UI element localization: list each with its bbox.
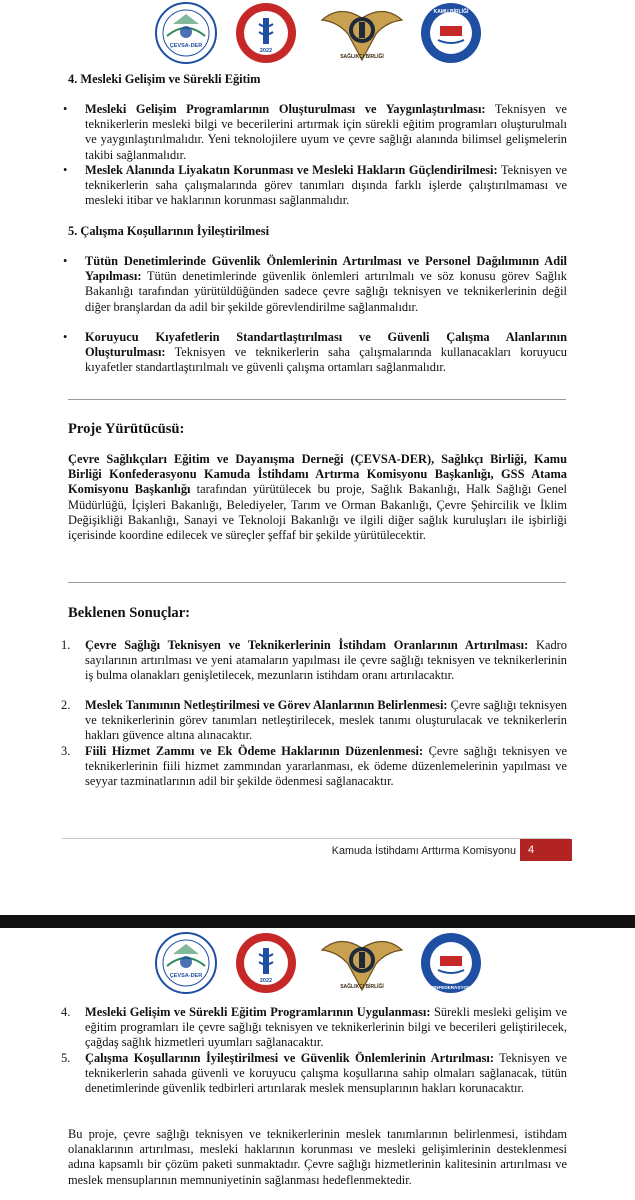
cevsa-der-logo (155, 932, 217, 994)
proje-heading: Proje Yürütücüsü: (68, 421, 185, 437)
cevsa-logo-label: ÇEVSA-DER (169, 973, 203, 979)
list-item (63, 254, 567, 315)
list-item (63, 330, 567, 376)
list-item (63, 163, 567, 209)
item-text: Teknisyen ve teknikerlerin saha çalışmalarında görev tanımları dışında farklı işlerde çalıştırılmaması ve mesleki itibar ve haklarının korunması sağlanmalıdır. (85, 163, 567, 208)
item-text: Teknisyen ve teknikerlerin mesleki bilgi ve becerilerini artırmak için sürekli eğitim programları oluşturulmalı ve yaygınlaştırılmalıdır. Yeni teknolojilere uyum ve çevre sağlığı alanında bilimsel gelişmelerin takibi sağlanmalıdır. (85, 102, 567, 162)
beklenen-heading: Beklenen Sonuçlar: (68, 605, 191, 621)
item-bold: Koruyucu Kıyafetlerin Standartlaştırılması ve Güvenli Çalışma Alanlarının Oluşturulması: (85, 330, 567, 360)
birligi-logo-label: SAĞLIKÇI BİRLİĞİ (340, 984, 384, 990)
bullet-icon: • (63, 163, 68, 177)
item-text: Kadro sayılarının artırılması ve yeni atamaların yapılması ile çevre sağlığı teknisyen ve teknikerlerinin iş bulma olanakları genişletilecek, mezunların istihdam oranı artırılacaktır. (85, 638, 567, 683)
saglikci-birligi-logo (320, 930, 404, 994)
bullet-icon: • (63, 330, 68, 344)
section4-heading: 4. Mesleki Gelişim ve Sürekli Eğitim (68, 72, 261, 86)
cevsa-der-logo (155, 2, 217, 64)
closing-paragraph: Bu proje, çevre sağlığı teknisyen ve teknikerlerinin meslek tanımlarının belirlenmesi, istihdam olanaklarının artırılması, mesleki haklarının korunması ve mesleki gelişimlerinin desteklenmesi adına kapsamlı bir çözüm paketi sunmaktadır. Çevre sağlığı hizmetlerinin kalitesinin artırılması ve meslek mensuplarının memnuniyetinin sağlanması hedeflenmektedir. (68, 1127, 567, 1187)
page-number: 4 (520, 839, 572, 861)
bullet-icon: • (63, 254, 68, 268)
page-separator (0, 915, 635, 928)
item-number: 1. (61, 638, 71, 652)
kamu-birligi-logo (420, 932, 482, 994)
list-item (61, 638, 567, 684)
item-text: Çevre sağlığı teknisyen ve teknikerlerinin görev tanımları netleştirilecek, meslek tanımı oluşturulacak ve teknikerlerin hakları güvence altına alınacaktır. (85, 698, 568, 743)
footer-divider (62, 838, 570, 839)
logo-row (0, 0, 635, 66)
item-bold: Çevre Sağlığı Teknisyen ve Teknikerlerinin İstihdam Oranlarının Artırılması: (85, 638, 529, 652)
kamu-birligi-logo (420, 2, 482, 64)
item-bold: Mesleki Gelişim Programlarının Oluşturulması ve Yaygınlaştırılması: (85, 102, 486, 116)
list-item (61, 744, 567, 790)
item-bold: Tütün Denetimlerinde Güvenlik Önlemlerinin Artırılması ve Personel Dağılımının Adil Yapılması: (85, 254, 567, 284)
divider (68, 399, 566, 400)
item-number: 2. (61, 698, 71, 712)
list-item (61, 698, 568, 744)
bullet-icon: • (63, 102, 68, 116)
item-bold: Meslek Tanımının Netleştirilmesi ve Görev Alanlarının Belirlenmesi: (85, 698, 448, 712)
item-text: Teknisyen ve teknikerlerin sahada güvenli ve koruyucu çalışma koşullarına sahip olmaları sağlanacak, tütün denetimlerinde güvenlik tedbirleri artırılarak meslek mensuplarının hakları korunacaktır. (85, 1051, 567, 1096)
list-item (61, 1051, 567, 1097)
proje-paragraph (68, 452, 567, 543)
list-item (63, 102, 567, 163)
item-text: Çevre sağlığı teknisyen ve teknikerlerinin fiili hizmet zammından yararlanması, ek ödeme düzenlemelerinin yapılması ve seyyar tazminatlarının adil bir şekilde ödenmesi sağlanacaktır. (85, 744, 567, 789)
cevsa-logo-label: ÇEVSA-DER (169, 43, 203, 49)
genc-saglik-sendikasi-logo (235, 932, 297, 994)
item-bold: Mesleki Gelişim ve Sürekli Eğitim Programlarının Uygulanması: (85, 1005, 431, 1019)
saglik-logo-year: 2022 (259, 978, 273, 984)
item-text: Sürekli mesleki gelişim ve eğitim programları ile çevre sağlığı teknisyen ve teknikerlerinin bilgi ve becerileri geliştirilecek, çağdaş sağlık hizmetleri uyumları sağlanacaktır. (85, 1005, 567, 1050)
item-bold: Meslek Alanında Liyakatın Korunması ve Mesleki Hakların Güçlendirilmesi: (85, 163, 498, 177)
birligi-logo-label: SAĞLIKÇI BİRLİĞİ (340, 54, 384, 60)
proje-bold: Çevre Sağlıkçıları Eğitim ve Dayanışma Derneği (ÇEVSA-DER), Sağlıkçı Birliği, Kamu Birliği Konfederasyonu Kamuda İstihdamı Artırma Komisyonu Başkanlığı, GSS Atama Komisyonu Başkanlığı (68, 452, 567, 497)
saglikci-birligi-logo (320, 0, 404, 64)
item-text: Tütün denetimlerinde güvenlik önlemleri artırılmalı ve söz konusu görev Sağlık Bakanlığı tarafından yürütüldüğünden sadece çevre sağlığı teknisyen ve teknikerlerinin değil diğer branşlardan da adil bir şekilde görevlendirilme sağlanmalıdır. (85, 269, 567, 314)
item-text: Teknisyen ve teknikerlerin saha çalışmalarında kullanacakları koruyucu kıyafetler standartlaştırılmalı ve güvenli çalışma ortamları sağlanmalıdır. (85, 345, 567, 375)
item-number: 3. (61, 744, 71, 758)
list-item (61, 1005, 567, 1051)
kamu-logo-top: KAMU BİRLİĞİ (433, 9, 469, 15)
item-bold: Çalışma Koşullarının İyileştirilmesi ve Güvenlik Önlemlerinin Artırılması: (85, 1051, 494, 1065)
logo-row (0, 930, 635, 996)
section5-heading: 5. Çalışma Koşullarının İyileştirilmesi (68, 224, 270, 238)
item-number: 5. (61, 1051, 71, 1065)
footer-label: Kamuda İstihdamı Arttırma Komisyonu (331, 845, 516, 857)
item-bold: Fiili Hizmet Zammı ve Ek Ödeme Haklarının Düzenlenmesi: (85, 744, 424, 758)
kamu-logo-bottom: KONFEDERASYONU (428, 985, 474, 990)
proje-text: tarafından yürütülecek bu proje, Sağlık Bakanlığı, Halk Sağlığı Genel Müdürlüğü, İçişleri Bakanlığı, Belediyeler, Tarım ve Orman Bakanlığı, Çevre Şehircilik ve İklim Değişikliği Bakanlığı, Sanayi ve Teknoloji Bakanlığı ve ilgili diğer sağlık kuruluşları ile işbirliği içerisinde koordine edilecek ve süreçler şeffaf bir şekilde yürütülecektir. (68, 482, 567, 543)
genc-saglik-sendikasi-logo (235, 2, 297, 64)
item-number: 4. (61, 1005, 71, 1019)
saglik-logo-year: 2022 (259, 48, 273, 54)
divider (68, 582, 566, 583)
